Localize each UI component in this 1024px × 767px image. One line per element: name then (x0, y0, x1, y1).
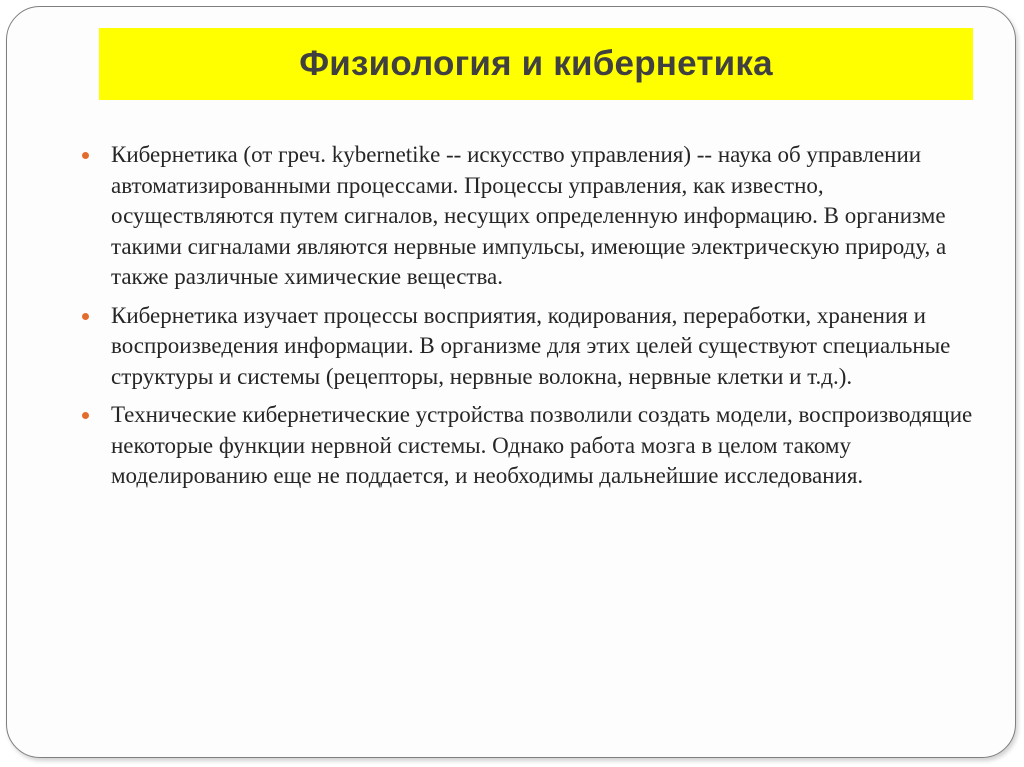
bullet-dot-icon (82, 412, 89, 419)
bullet-item (78, 140, 978, 293)
slide-title: Физиология и кибернетика (299, 44, 773, 83)
bullet-text: Кибернетика (от греч. kybernetike -- искусство управления) -- наука об управлении автоматизированными процессами. Процессы управления, как известно, осуществляются путем сигналов, несущих определенную информацию. В организме такими сигналами являются нервные импульсы, имеющие электрическую природу, а также различные химические вещества. (111, 142, 947, 289)
title-banner (99, 28, 973, 100)
bullet-text: Кибернетика изучает процессы восприятия, кодирования, переработки, хранения и воспроизведения информации. В организме для этих целей существуют специальные структуры и системы (рецепторы, нервные волокна, нервные клетки и т.д.). (111, 302, 951, 389)
bullet-dot-icon (82, 313, 89, 320)
bullet-text: Технические кибернетические устройства позволили создать модели, воспроизводящие некоторые функции нервной системы. Однако работа мозга в целом такому моделированию еще не поддается, и необходимы дальнейшие исследования. (111, 402, 973, 488)
bullet-item (78, 301, 978, 393)
slide-content (78, 140, 978, 500)
bullet-dot-icon (82, 152, 89, 159)
bullet-item (78, 400, 978, 492)
bullet-list (78, 140, 978, 492)
